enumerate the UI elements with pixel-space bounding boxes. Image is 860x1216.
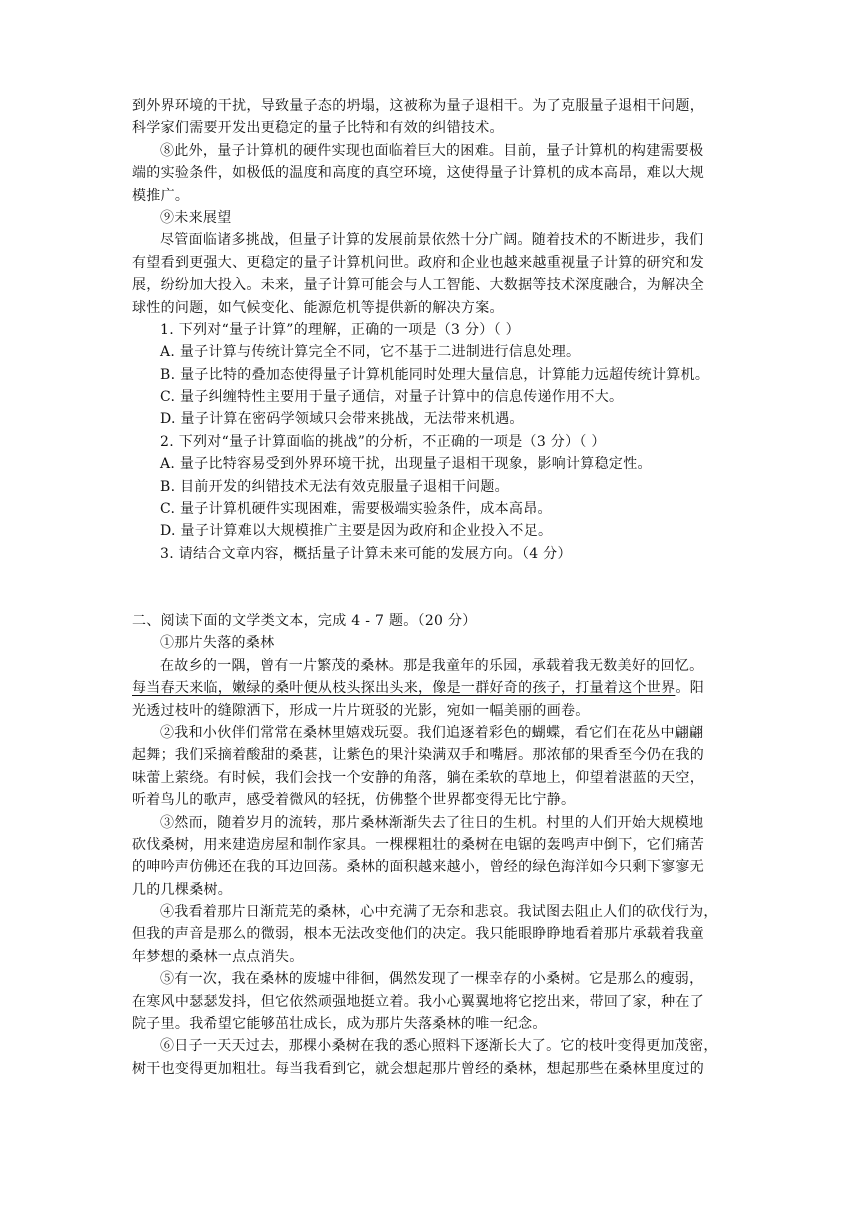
text-line: 科学家们需要开发出更稳定的量子比特和有效的纠错技术。 <box>132 120 504 137</box>
paragraph-8: ⑧此外，量子计算机的硬件实现也面临着巨大的困难。目前，量子计算机的构建需要极 <box>160 142 704 159</box>
question-2-option-a: A. 量子比特容易受到外界环境干扰，出现量子退相干现象，影响计算稳定性。 <box>160 456 652 473</box>
question-2-option-d: D. 量子计算难以大规模推广主要是因为政府和企业投入不足。 <box>160 523 553 540</box>
text-line: 模推广。 <box>132 187 190 204</box>
text-line: 光透过枝叶的缝隙洒下，形成一片片斑驳的光影，宛如一幅美丽的画卷。 <box>132 702 590 719</box>
question-1-stem: 1. 下列对“量子计算”的理解，正确的一项是（3 分）（ ） <box>160 321 520 338</box>
spacer <box>132 565 732 610</box>
paragraph-6: ⑥日子一天天过去，那棵小桑树在我的悉心照料下逐渐长大了。它的枝叶变得更加茂密， <box>160 1038 718 1055</box>
text-line: 砍伐桑树，用来建造房屋和制作家具。一棵棵粗壮的桑树在电锯的轰鸣声中倒下，它们痛苦 <box>132 836 704 853</box>
question-1-option-a: A. 量子计算与传统计算完全不同，它不基于二进制进行信息处理。 <box>160 344 581 361</box>
text-line: 在寒风中瑟瑟发抖，但它依然顽强地挺立着。我小心翼翼地将它挖出来，带回了家，种在了 <box>132 993 704 1010</box>
question-1-option-d: D. 量子计算在密码学领域只会带来挑战，无法带来机遇。 <box>160 411 524 428</box>
question-1-option-c: C. 量子纠缠特性主要用于量子通信，对量子计算中的信息传递作用不大。 <box>160 389 624 406</box>
text-line: 到外界环境的干扰，导致量子态的坍塌，这被称为量子退相干。为了克服量子退相干问题， <box>132 98 704 114</box>
text-line: 的呻吟声仿佛还在我的耳边回荡。桑林的面积越来越小，曾经的绿色海洋如今只剩下寥寥无 <box>132 859 704 876</box>
text-line: 有望看到更强大、更稳定的量子计算机问世。政府和企业也越来越重视量子计算的研究和发 <box>132 254 704 271</box>
text-line: 但我的声音是那么的微弱，根本无法改变他们的决定。我只能眼睁睁地看着那片承载着我童 <box>132 926 704 943</box>
question-3-stem: 3. 请结合文章内容，概括量子计算未来可能的发展方向。（4 分） <box>160 545 572 562</box>
text-line: 年梦想的桑林一点点消失。 <box>132 948 304 965</box>
paragraph-3: ③然而，随着岁月的流转，那片桑林渐渐失去了往日的生机。村里的人们开始大规模地 <box>160 814 704 831</box>
question-2-stem: 2. 下列对“量子计算面临的挑战”的分析，不正确的一项是（3 分）（ ） <box>160 433 606 450</box>
paragraph-4: ④我看着那片日渐荒芜的桑林，心中充满了无奈和悲哀。我试图去阻止人们的砍伐行为， <box>160 904 718 921</box>
question-2-option-c: C. 量子计算机硬件实现困难，需要极端实验条件，成本高昂。 <box>160 501 552 518</box>
essay-title: ①那片失落的桑林 <box>160 635 275 652</box>
text-line: 院子里。我希望它能够茁壮成长，成为那片失落桑林的唯一纪念。 <box>132 1016 547 1033</box>
text-line <box>132 677 732 699</box>
text-line: 尽管面临诸多挑战，但量子计算的发展前景依然十分广阔。随着技术的不断进步，我们 <box>160 232 704 249</box>
paragraph-2: ②我和小伙伴们常常在桑林里嬉戏玩耍。我们追逐着彩色的蝴蝶，看它们在花丛中翩翩 <box>160 724 704 741</box>
text-fragment: 。阳 <box>675 680 705 697</box>
paragraph-5: ⑤有一次，我在桑林的废墟中徘徊，偶然发现了一棵幸存的小桑树。它是那么的瘦弱， <box>160 971 704 988</box>
text-line: 展，纷纷加大投入。未来，量子计算可能会与人工智能、大数据等技术深度融合，为解决全 <box>132 277 704 294</box>
text-line: 树干也变得更加粗壮。每当我看到它，就会想起那片曾经的桑林，想起那些在桑林里度过的 <box>132 1060 704 1077</box>
underlined-sentence: 每当春天来临，嫩绿的桑叶便从枝头探出头来，像是一群好奇的孩子，打量着这个世界 <box>132 680 676 697</box>
text-line: 味蕾上萦绕。有时候，我们会找一个安静的角落，躺在柔软的草地上，仰望着湛蓝的天空， <box>132 769 704 786</box>
text-line: 端的实验条件，如极低的温度和高度的真空环境，这使得量子计算机的成本高昂，难以大规 <box>132 165 704 182</box>
section-heading-future: ⑨未来展望 <box>160 209 232 226</box>
question-1-option-b: B. 量子比特的叠加态使得量子计算机能同时处理大量信息，计算能力远超传统计算机。 <box>160 366 710 383</box>
text-line: 在故乡的一隅，曾有一片繁茂的桑林。那是我童年的乐园，承载着我无数美好的回忆。 <box>160 657 704 674</box>
question-2-option-b: B. 目前开发的纠错技术无法有效克服量子退相干问题。 <box>160 478 509 495</box>
text-line: 球性的问题，如气候变化、能源危机等提供新的解决方案。 <box>132 299 504 316</box>
document-page <box>132 95 732 1080</box>
text-line: 听着鸟儿的歌声，感受着微风的轻抚，仿佛整个世界都变得无比宁静。 <box>132 792 576 809</box>
text-line: 几的几棵桑树。 <box>132 881 233 898</box>
text-line: 起舞；我们采摘着酸甜的桑葚，让紫色的果汁染满双手和嘴唇。那浓郁的果香至今仍在我的 <box>132 747 704 764</box>
section-2-heading: 二、阅读下面的文学类文本，完成 4 - 7 题。（20 分） <box>132 613 477 629</box>
